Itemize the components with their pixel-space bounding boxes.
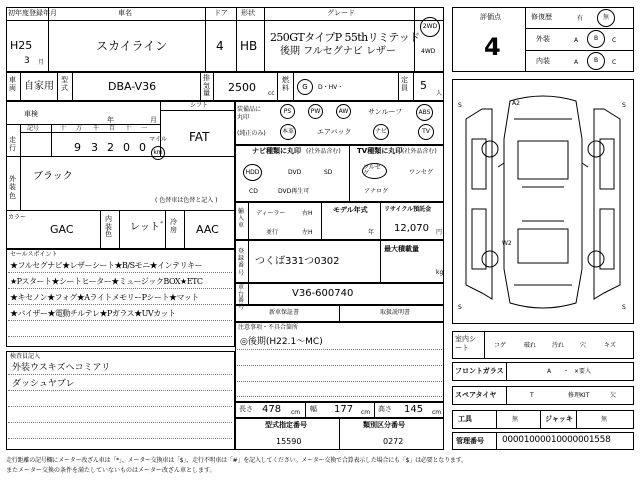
footnote-line-2: またメーター交換の条件を満たしていないものはメーター改ざん車とします。 (6, 467, 216, 474)
width-value: 177 (334, 404, 354, 415)
cc-unit: cc (268, 90, 275, 97)
room-item: コゲ (494, 342, 507, 349)
equip-abs-circle: ABS (416, 104, 433, 121)
drive-2wd-circle: 2WD (420, 17, 440, 37)
mileage-digit: 2 (107, 141, 114, 154)
room-item: キズ (604, 342, 616, 349)
transmission: FAT (189, 130, 210, 144)
fuel-label: 燃料 (282, 76, 289, 93)
inspection-year-label: 年 (107, 116, 114, 124)
mark-s: S (458, 102, 462, 109)
equip-navi-circle: ナビ (373, 124, 389, 140)
footnote-line-1: 走行距離の記号欄にメーター改ざん車は「*」、メーター交換車は「$」、走行不明車は「#」を記入してください。メーター交換で合算表示した場合にも「$」は必要となります。 (6, 457, 467, 464)
digit-header: 百 (109, 125, 116, 132)
digit-header: 一 (141, 125, 148, 132)
month-unit: 月 (38, 59, 45, 66)
tv-sub: (社外品含む) (402, 148, 437, 155)
sales-point-line: ★Pスタート★シートヒーター★ミュージックBOX★ETC (10, 277, 203, 286)
inspector-line: ダッシュヤブレ (12, 379, 75, 389)
tv-analog: アナログ (364, 188, 389, 195)
digit-header: 十 (60, 125, 67, 132)
glass-dot: ・ (563, 368, 570, 375)
glass-a: A (547, 368, 552, 375)
mark-s: S (622, 304, 626, 311)
spare-t: T (530, 392, 534, 399)
import-parallel: 並行 (266, 229, 279, 236)
notes-label: 注意事項・不具合箇所 (238, 324, 299, 331)
inspector-label: 検査員記入 (10, 353, 41, 360)
designation-value-2: 0272 (383, 437, 404, 446)
ac-label: 冷房 (170, 218, 177, 235)
km-unit-circle: km (151, 146, 165, 160)
navi-hdd-circle: HDD (243, 164, 262, 181)
mileage-digit: 9 (74, 141, 81, 154)
navi-sd: SD (324, 169, 333, 176)
first-reg-label: 初年度登録年月 (8, 9, 57, 17)
import-dealer: ディーラー (256, 210, 286, 217)
shape-value: HB (240, 39, 258, 53)
equip-aw-circle: AW (336, 104, 351, 119)
equip-leather-circle: 本革 (280, 124, 296, 140)
doors-label: ドア (214, 9, 228, 17)
room-item: 破れ (524, 342, 537, 349)
model-year-unit: 年 (368, 229, 375, 236)
tools-value: 無 (512, 416, 519, 423)
sales-point-line: ★バイザー★電動チルテレ★Pガラス★UVカット (10, 309, 176, 318)
shift-label: シフト (190, 102, 209, 109)
length-label: 長さ (239, 405, 253, 413)
notes-box (235, 322, 444, 402)
exterior-score-label: 外装 (536, 35, 550, 43)
ownership-value: 自家用 (24, 81, 54, 92)
tv-label: TV種類に丸印 (357, 147, 403, 155)
chassis-label: 車台番号 (238, 284, 245, 311)
repair-yes: 有 (577, 15, 584, 22)
control-number: 00001000010000001558 (502, 435, 611, 445)
ext-a: A (574, 37, 579, 44)
interior-color-label: 内装色 (105, 215, 112, 239)
equip-airbag: エアバック (317, 128, 352, 136)
digit-header: 千 (93, 125, 100, 132)
load-kg: kg (436, 269, 444, 276)
front-glass-label: フロントガラス (455, 367, 504, 375)
length-value: 478 (262, 404, 282, 415)
equip-tv-circle: TV (418, 124, 434, 140)
jack-value: 無 (601, 416, 608, 423)
import-label: 輸入車 (238, 208, 245, 230)
height-label: 高さ (378, 405, 392, 413)
model-year-label: モデル年式 (333, 206, 368, 214)
grade-score-label: 評価点 (480, 13, 501, 21)
load-label: 最大積載量 (384, 245, 419, 253)
tools-label: 工具 (458, 415, 472, 423)
mileage-digit: 0 (139, 141, 146, 154)
color-code-label: カラー (8, 214, 27, 221)
navi-dvd-play: DVD再生可 (278, 188, 310, 195)
jack-label: ジャッキ (545, 415, 573, 423)
grade-score: 4 (484, 33, 501, 61)
equipment-sub: (純正のみ) (237, 130, 266, 137)
navi-label: ナビ種類に丸印 (252, 147, 301, 155)
equip-sunroof: サンルーフ (368, 108, 403, 116)
exterior-color-name: ブラック (33, 171, 73, 182)
height-cm: cm (432, 409, 442, 416)
grade-label: グレード (327, 9, 355, 17)
ac-value: AAC (196, 223, 219, 236)
mark-a2: A2 (512, 100, 520, 107)
recycle-yen: 円 (436, 229, 443, 236)
notes-text: ◎後期(H22.1～MC) (240, 337, 323, 347)
plate-label: 登録番号 (238, 248, 245, 277)
mileage-digit: 3 (91, 141, 98, 154)
fuel-d: D・HV・ (318, 84, 344, 91)
room-label: 室内シート (455, 335, 476, 353)
owners-manual: 取扱説明書 (380, 309, 411, 316)
type-label: 型式 (61, 76, 68, 93)
tv-fullseg-circle: フルセグ (362, 163, 387, 179)
sales-point-line: ★フルセグナビ★レザーシート★B/Sモニ★インテリキー (10, 261, 203, 270)
repair-no-circle: 無 (597, 9, 615, 27)
shape-label: 形状 (241, 9, 255, 17)
inspector-line: 外装ウスキズヘコミアリ (12, 363, 111, 373)
import-left: 左H (302, 229, 313, 236)
interior-score-label: 内装 (536, 57, 550, 65)
spare-kit: 修理KIT (568, 392, 590, 399)
doors-value: 4 (216, 39, 224, 53)
spare-missing: 欠 (610, 392, 617, 399)
grade-line-1: 250GTタイプP 55thリミテッド (270, 31, 420, 44)
drive-4wd: 4WD (421, 48, 436, 55)
room-item: 穴 (580, 342, 587, 349)
car-name-label: 車名 (118, 9, 132, 17)
repair-label: 修復歴 (531, 13, 552, 21)
equipment-label: 装備品に丸印 (237, 106, 262, 121)
fuel-g-circle: G (297, 79, 313, 95)
designation-value-1: 15590 (276, 437, 302, 446)
width-cm: cm (361, 409, 371, 416)
import-right: 右H (302, 210, 313, 217)
designation-label-1: 型式指定番号 (265, 421, 307, 429)
spare-label: スペアタイヤ (455, 391, 497, 399)
width-label: 幅 (310, 405, 317, 413)
inspection-month-label: 月 (150, 116, 157, 124)
displacement: 2500 (228, 81, 256, 94)
mileage-symbol-header: 記号 (27, 125, 40, 132)
cc-label: 排気量 (203, 74, 210, 98)
mark-w2: W2 (502, 240, 512, 247)
model-code: DBA-V36 (108, 80, 157, 93)
mark-s: S (622, 102, 626, 109)
height-value: 145 (404, 404, 424, 415)
sales-points-label: セールスポイント (10, 251, 58, 258)
designation-label-2: 類別区分番号 (363, 421, 405, 429)
digit-header: 十 (125, 125, 132, 132)
length-cm: cm (291, 409, 301, 416)
month-number: 3 (24, 56, 30, 66)
usage-label: 車両 (9, 76, 16, 93)
era-year: H25 (10, 39, 33, 52)
mileage-digit: 0 (123, 141, 130, 154)
sales-point-line: ★キセノン★フォグ★AライトメモリーPシート★マット (10, 293, 199, 302)
plate-number: つくば331つ0302 (255, 256, 340, 267)
navi-sub: (社外品含む) (306, 148, 341, 155)
capacity-label: 定員 (401, 76, 408, 93)
exterior-color-label: 外装色 (9, 175, 16, 200)
control-label: 管理番号 (456, 437, 484, 445)
mile-unit: マイル (149, 136, 167, 143)
interior-color: レット゛ (130, 222, 170, 233)
capacity-value: 5 (420, 79, 427, 92)
int-a: A (574, 59, 579, 66)
digit-header: 万 (76, 125, 83, 132)
mark-s: S (458, 304, 462, 311)
navi-cd: CD (249, 188, 258, 195)
exterior-color-note: ( 色替車は色替と記入 ) (155, 197, 218, 204)
car-diagram (452, 79, 634, 324)
ext-b-circle: B (587, 30, 605, 48)
glass-replace: ×要入 (574, 368, 592, 375)
equip-ps-circle: PS (280, 104, 295, 119)
grade-line-2: 後期 フルセグナビ レザー (280, 46, 396, 57)
tv-oneseg: ワンセグ (409, 169, 434, 176)
equip-pw-circle: PW (308, 104, 323, 119)
color-code: GAC (50, 223, 74, 236)
inspection-label: 車検 (24, 110, 38, 118)
recycle-amount: 12,070 (394, 223, 429, 234)
mileage-label: 走行 (9, 136, 16, 153)
recycle-label: リサイクル預託金 (384, 206, 432, 213)
int-b-circle: B (587, 52, 605, 70)
new-car-warranty: 新車保証書 (269, 309, 300, 316)
chassis-number: V36-600740 (292, 288, 354, 299)
navi-dvd: DVD (288, 169, 302, 176)
ext-c: C (612, 37, 617, 44)
room-item: 汚れ (552, 342, 565, 349)
car-name: スカイライン (96, 39, 168, 53)
capacity-unit: 人 (436, 90, 443, 97)
int-c: C (612, 59, 617, 66)
